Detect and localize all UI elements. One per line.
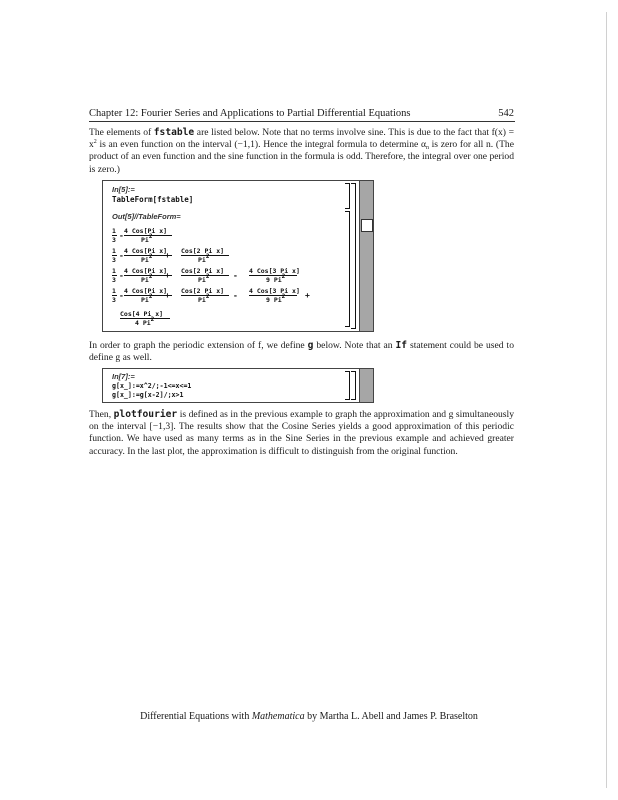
input-cell-bracket[interactable] [345, 183, 350, 209]
fraction-denominator [141, 253, 153, 264]
paragraph-plotfourier: Then, plotfourier is defined as in the previous example to graph the approximation and g simultaneously on the interval [−1,3]. The results show that the Cosine Series yields a good approximation of this periodic function. We have used as many terms as in the Sine Series in the previous example and achieved greater accuracy. In the last plot, the approximation is difficult to distinguish from the original function. [89, 409, 514, 457]
notebook-cell-tableform[interactable]: In[5]:= TableForm[fstable] Out[5]//TableForm= 1 3 - 4 Cos[Pi x] Pi$^2$ 1 3 - 4 Cos[Pi x] Pi$^2$ + Cos[2 Pi x] Pi$^2$ 1 3 - 4 Cos[Pi x] Pi$^2$ + Cos[2 Pi x] Pi$^2$ - 4 Cos[3 Pi x] 9 Pi$^2$ 1 3 - 4 Cos[Pi x] Pi$^2$ + Cos[2 Pi x] Pi$^2$ - 4 Cos[3 Pi x] 9 Pi$^2$ + Cos[4 Pi x] 4 Pi$^2$ [102, 180, 374, 332]
code-plotfourier: plotfourier [113, 409, 178, 420]
denominator-exponent: 2 [205, 253, 210, 260]
denominator-text: Pi [141, 276, 149, 284]
numerator: 1 [112, 267, 116, 275]
fraction-numerator: 4 Cos[Pi x] [124, 287, 168, 295]
denominator-exponent: 2 [205, 273, 210, 280]
denominator-text: Pi [141, 296, 149, 304]
denominator-exponent: 2 [148, 233, 153, 240]
operator: + [305, 291, 310, 300]
operator: + [165, 291, 170, 300]
notebook-cell-define-g[interactable] [102, 368, 374, 403]
cell2-scrollbar[interactable] [359, 369, 373, 402]
operator: - [233, 291, 238, 300]
denominator-exponent: 2 [281, 293, 286, 300]
code-if: If [395, 340, 408, 351]
operator: - [119, 231, 124, 240]
numerator: 1 [112, 287, 116, 295]
denominator-text: 9 Pi [266, 276, 282, 284]
numerator: 1 [112, 227, 116, 235]
fraction-numerator: Cos[2 Pi x] [181, 247, 225, 255]
fraction-numerator: 4 Cos[Pi x] [124, 247, 168, 255]
code-line-1[interactable]: g[x_]:=x^2/;-1<=x<=1 [112, 382, 192, 390]
denominator-text: Pi [198, 256, 206, 264]
denominator-exponent: 2 [148, 253, 153, 260]
operator: - [119, 291, 124, 300]
fraction-denominator [266, 273, 286, 284]
page-footer: Differential Equations with Mathematica by Martha L. Abell and James P. Braselton [140, 711, 478, 722]
page-number: 542 [498, 108, 514, 119]
denominator-text: Pi [141, 236, 149, 244]
fraction-numerator: 4 Cos[Pi x] [124, 267, 168, 275]
denominator-text: 9 Pi [266, 296, 282, 304]
denominator-exponent: 2 [205, 293, 210, 300]
output-cell-bracket[interactable] [345, 211, 350, 327]
fraction-numerator: 4 Cos[3 Pi x] [249, 287, 300, 295]
numerator: 1 [112, 247, 116, 255]
running-header [89, 108, 514, 122]
footer-italic-title: Mathematica [251, 711, 305, 722]
paragraph-periodic-extension: In order to graph the periodic extension of f, we define g below. Note that an If statement could be used to define g as well. [89, 340, 514, 364]
fraction-numerator: Cos[2 Pi x] [181, 267, 225, 275]
operator: + [165, 271, 170, 280]
paragraph-fstable-intro: The elements of fstable are listed below. Note that no terms involve sine. This is due to the fact that $f(x) = x^2$ is an even function on the interval (−1,1). Hence the integral formula to determine $\alpha_n$ is zero for all n. (The product of an even function and the sine function in the formula is odd. Therefore, the integral over one period is zero.) [89, 127, 514, 175]
fraction-denominator [141, 293, 153, 304]
cell-group-bracket[interactable] [351, 183, 356, 329]
input-code[interactable]: TableForm[fstable] [112, 195, 194, 204]
chapter-title: Chapter 12: Fourier Series and Applications to Partial Differential Equations [89, 108, 411, 119]
operator: - [233, 271, 238, 280]
operator: + [165, 251, 170, 260]
cell2-group-bracket[interactable] [351, 371, 356, 400]
fraction-denominator [198, 273, 210, 284]
fraction-denominator [266, 293, 286, 304]
denominator-exponent: 2 [148, 293, 153, 300]
scrollbar-thumb[interactable] [361, 219, 373, 232]
denominator-exponent: 2 [281, 273, 286, 280]
denominator-text: Pi [198, 276, 206, 284]
fraction-denominator [198, 253, 210, 264]
denominator: 3 [112, 256, 116, 264]
fraction-denominator [198, 293, 210, 304]
fraction-numerator: 4 Cos[3 Pi x] [249, 267, 300, 275]
fraction-numerator: Cos[2 Pi x] [181, 287, 225, 295]
denominator: 3 [112, 236, 116, 244]
denominator: 3 [112, 296, 116, 304]
operator: - [119, 251, 124, 260]
fraction-numerator: 4 Cos[Pi x] [124, 227, 168, 235]
fraction-denominator [141, 233, 153, 244]
cell-scrollbar[interactable] [359, 181, 373, 331]
code-line-2[interactable]: g[x_]:=g[x-2]/;x>1 [112, 391, 184, 399]
input-label-7: In[7]:= [112, 372, 135, 381]
output-label: Out[5]//TableForm= [112, 212, 181, 221]
page-edge-rule [606, 12, 607, 788]
fraction-denominator [141, 273, 153, 284]
cell2-input-bracket[interactable] [345, 371, 350, 400]
operator: - [119, 271, 124, 280]
denominator: 3 [112, 276, 116, 284]
denominator-text: Pi [141, 256, 149, 264]
code-fstable: fstable [153, 127, 195, 138]
header-rule [89, 121, 515, 122]
input-label: In[5]:= [112, 185, 135, 194]
code-g: g [307, 340, 314, 351]
denominator-text: Pi [198, 296, 206, 304]
denominator-exponent: 2 [148, 273, 153, 280]
